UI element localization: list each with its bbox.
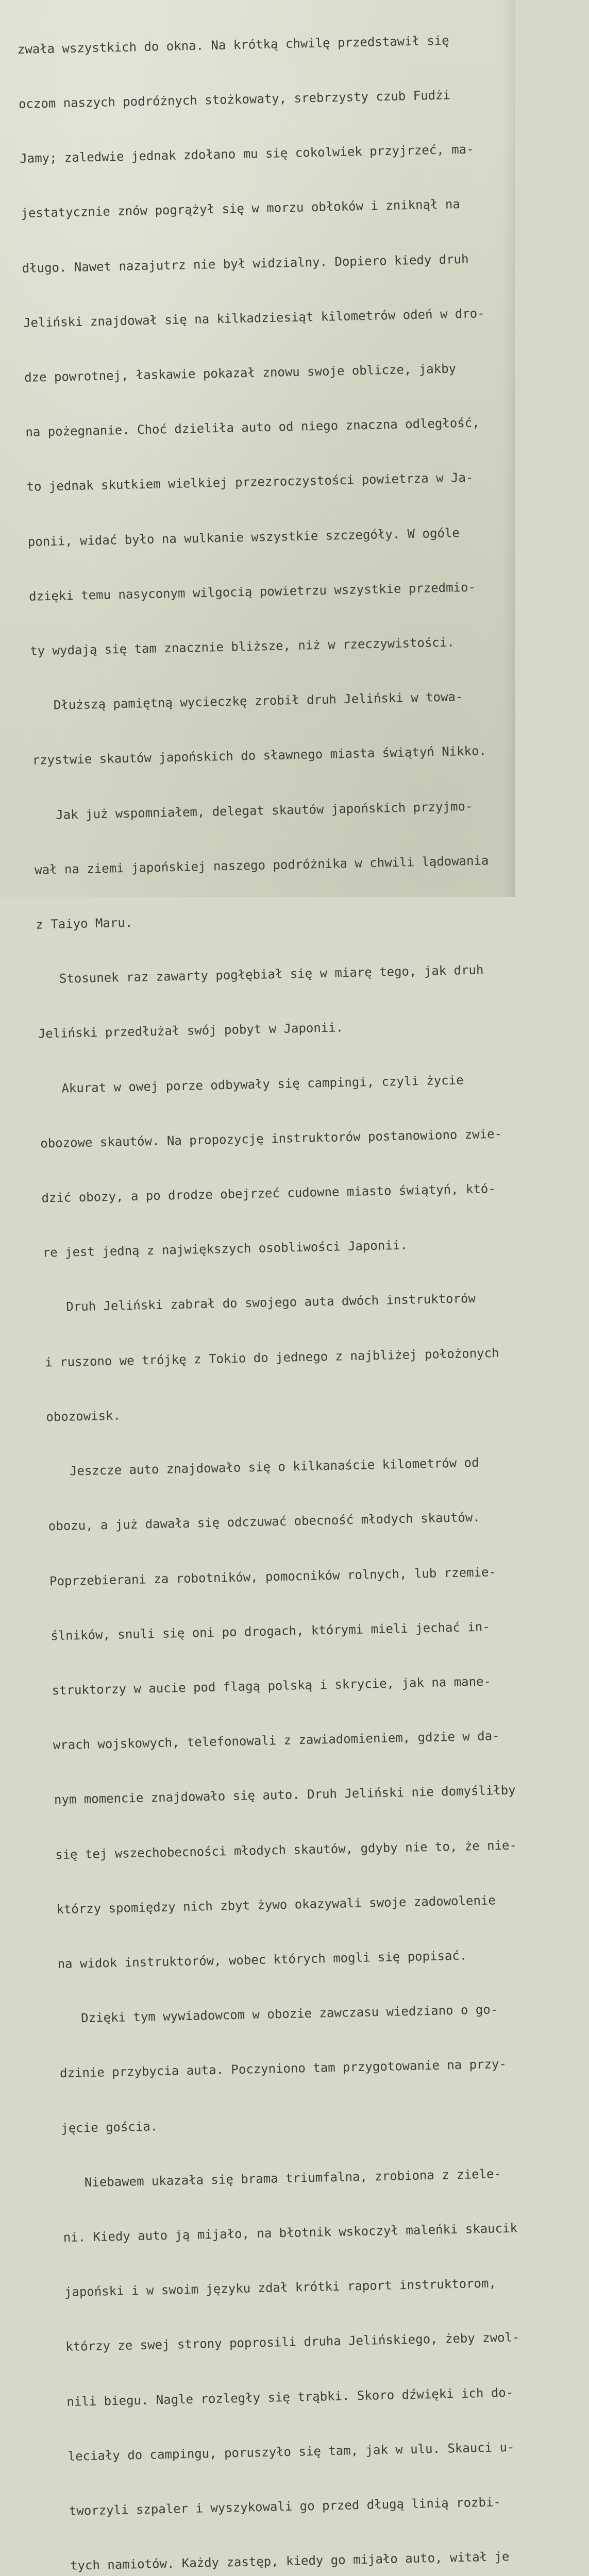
text-line-46: tworzyli szpaler i wyszykowali go przed długą linią rozbi- <box>69 2495 501 2518</box>
text-line-25: i ruszono we trójkę z Tokio do jednego z najbliżej położonych <box>44 1345 499 1370</box>
text-line-36: na widok instruktorów, wobec których mogli się popisać. <box>57 1948 467 1972</box>
text-line-27: Jeszcze auto znajdowało się o kilkanaście kilometrów od <box>47 1455 479 1479</box>
text-line-47: tych namiotów. Każdy zastęp, kiedy go mijało auto, witał je <box>70 2549 510 2573</box>
text-line-30: ślników, snuli się oni po drogach, którymi mieli jechać in- <box>51 1619 490 1643</box>
text-line-43: którzy ze swej strony poprosili druha Jelińskiego, żeby zwol- <box>65 2330 520 2354</box>
text-line-5: długo. Nawet nazajutrz nie był widzialny. Dopiero kiedy druh <box>22 251 469 276</box>
text-line-28: obozu, a już dawała się odczuwać obecność młodych skautów. <box>48 1510 481 1534</box>
text-line-33: nym momencie znajdowało się auto. Druh Jeliński nie domyśliłby <box>54 1783 516 1807</box>
text-line-38: dzinie przybycia auta. Poczyniono tam przygotowanie na przy- <box>59 2057 507 2081</box>
text-line-3: Jamy; zaledwie jednak zdołano mu się cokolwiek przyjrzeć, ma- <box>19 142 474 166</box>
text-line-39: jęcie gościa. <box>61 2119 158 2136</box>
text-line-9: to jednak skutkiem wielkiej przezroczystości powietrza w Ja- <box>26 470 474 495</box>
text-line-20: Akurat w owej porze odbywały się campingi, czyli życie <box>39 1072 464 1096</box>
text-line-4: jestatycznie znów pogrążył się w morzu obłoków i zniknął na <box>21 197 461 221</box>
text-line-19: Jeliński przedłużał swój pobyt w Japonii. <box>38 1020 344 1042</box>
text-line-34: się tej wszechobecności młodych skautów, gdyby nie to, że nie- <box>55 1837 517 1862</box>
text-line-12: ty wydają się tam znacznie bliższe, niż w rzeczywistości. <box>30 635 455 658</box>
text-line-31: struktorzy w aucie pod flagą polską i skrycie, jak na mane- <box>52 1674 492 1698</box>
text-line-18: Stosunek raz zawarty pogłębiał się w miarę tego, jak druh <box>37 962 484 987</box>
text-line-45: leciały do campingu, poruszyło się tam, jak w ulu. Skauci u- <box>68 2439 515 2464</box>
text-line-42: japoński i w swoim języku zdał krótki raport instruktorom, <box>64 2276 497 2300</box>
text-line-14: rzystwie skautów japońskich do sławnego miasta świątyń Nikko. <box>32 743 487 768</box>
text-line-32: wrach wojskowych, telefonowali z zawiadomieniem, gdzie w da- <box>53 1728 500 1753</box>
text-line-24: Druh Jeliński zabrał do swojego auta dwóch instruktorów <box>43 1291 476 1315</box>
text-line-44: nili biegu. Nagle rozległy się trąbki. Skoro dźwięki ich do- <box>66 2385 514 2409</box>
page-edge-shadow <box>503 0 515 897</box>
text-line-13: Dłuższą pamiętną wycieczkę zrobił druh Jeliński w towa- <box>31 689 463 713</box>
text-line-11: dzięki temu nasyconym wilgocią powietrzu wszystkie przedmio- <box>28 580 476 604</box>
text-line-29: Poprzebierani za robotników, pomocników rolnych, lub rzemie- <box>49 1564 497 1588</box>
text-line-7: dze powrotnej, łaskawie pokazał znowu swoje oblicze, jakby <box>24 361 457 385</box>
text-line-2: oczom naszych podróżnych stożkowaty, srebrzysty czub Fudżi <box>18 88 451 111</box>
text-line-6: Jeliński znajdował się na kilkadziesiąt kilometrów odeń w dro- <box>23 306 485 330</box>
text-line-23: re jest jedną z największych osobliwości Japonii. <box>42 1238 408 1260</box>
text-line-10: ponii, widać było na wulkanie wszystkie szczegóły. W ogóle <box>27 525 460 549</box>
text-line-41: ni. Kiedy auto ją mijało, na błotnik wskoczył maleńki skaucik <box>63 2221 518 2245</box>
text-line-1: zwała wszystkich do okna. Na krótką chwilę przedstawił się <box>17 33 450 57</box>
text-line-35: którzy spomiędzy nich zbyt żywo okazywali swoje zadowolenie <box>56 1893 496 1917</box>
text-line-22: dzić obozy, a po drodze obejrzeć cudowne miasto świątyń, któ- <box>41 1181 496 1206</box>
text-line-15: Jak już wspomniałem, delegat skautów japońskich przyjmo- <box>33 799 473 823</box>
text-line-8: na pożegnanie. Choć dzieliła auto od niego znaczna odległość, <box>25 415 480 440</box>
text-line-26: obozowisk. <box>46 1408 121 1425</box>
text-line-21: obozowe skautów. Na propozycję instruktorów postanowiono zwie- <box>40 1126 502 1151</box>
text-line-37: Dzięki tym wywiadowcom w obozie zawczasu wiedziano o go- <box>58 2002 498 2026</box>
text-line-16: wał na ziemi japońskiej naszego podróżnika w chwili lądowania <box>34 853 489 877</box>
text-line-40: Niebawem ukazała się brama triumfalna, zrobiona z ziele- <box>62 2166 502 2190</box>
text-line-17: z Taiyo Maru. <box>36 915 133 932</box>
